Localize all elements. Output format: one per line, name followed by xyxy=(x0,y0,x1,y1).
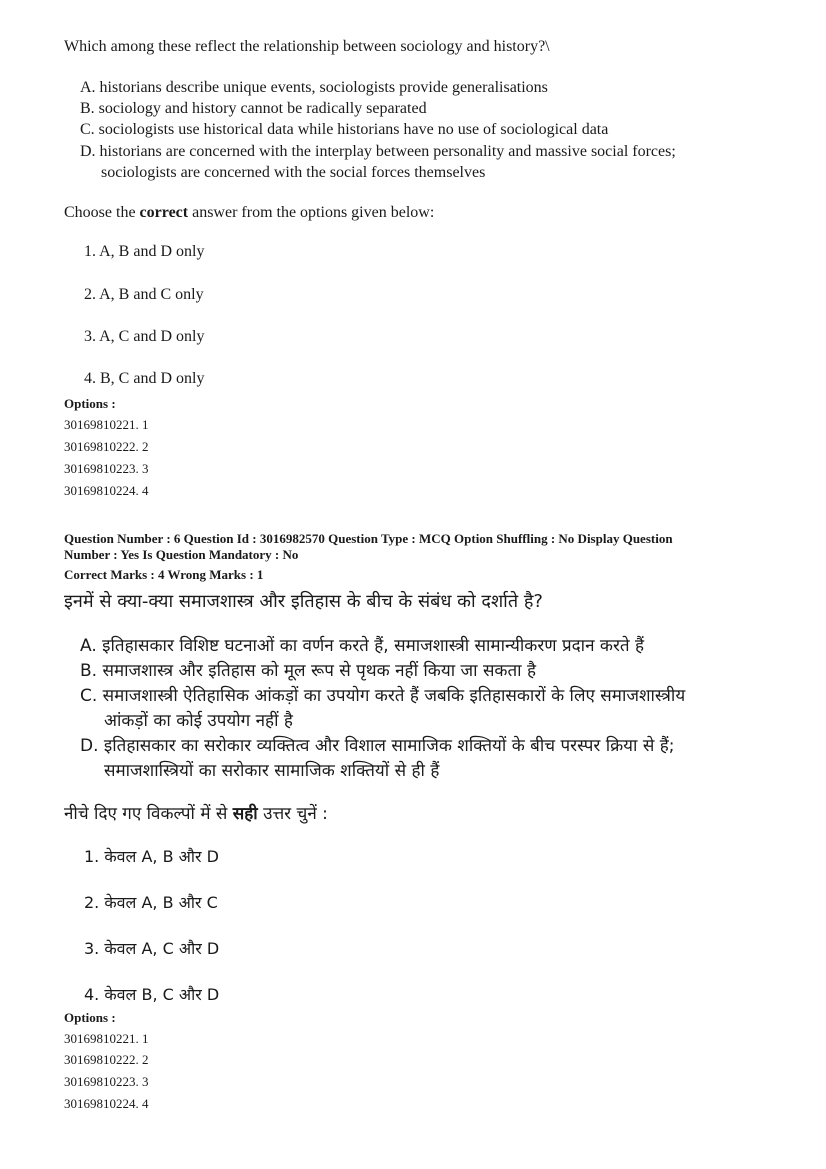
q6-statement-b: B. समाजशास्त्र और इतिहास को मूल रूप से पृथक नहीं किया जा सकता है xyxy=(80,661,537,681)
q5-instruction: Choose the correct answer from the options given below: xyxy=(64,204,435,221)
q6-option-id-4: 30169810224. 4 xyxy=(64,1096,149,1111)
q5-option-id-4: 30169810224. 4 xyxy=(64,483,149,498)
q5-choice-3: 3. A, C and D only xyxy=(84,328,205,345)
q5-statement-d-cont: sociologists are concerned with the social forces themselves xyxy=(101,164,486,181)
q6-options-label: Options : xyxy=(64,1010,116,1025)
q5-choice-2: 2. A, B and C only xyxy=(84,286,204,303)
q5-option-id-3: 30169810223. 3 xyxy=(64,461,149,476)
q6-choice-3: 3. केवल A, C और D xyxy=(84,939,220,958)
q5-statement-b: B. sociology and history cannot be radically separated xyxy=(80,100,427,117)
q5-statement-c: C. sociologists use historical data while historians have no use of sociological data xyxy=(80,121,609,138)
q6-meta-line2: Number : Yes Is Question Mandatory : No xyxy=(64,547,299,562)
q5-options-label: Options : xyxy=(64,396,116,411)
q6-statement-a: A. इतिहासकार विशिष्ट घटनाओं का वर्णन करते हैं, समाजशास्त्री सामान्यीकरण प्रदान करते हैं xyxy=(80,636,645,656)
q6-choice-4: 4. केवल B, C और D xyxy=(84,985,220,1004)
q6-option-id-3: 30169810223. 3 xyxy=(64,1074,149,1089)
q5-option-id-2: 30169810222. 2 xyxy=(64,439,149,454)
q6-instruction: नीचे दिए गए विकल्पों में से सही उत्तर चुनें : xyxy=(64,804,328,824)
q6-option-id-1: 30169810221. 1 xyxy=(64,1031,149,1046)
q5-option-id-1: 30169810221. 1 xyxy=(64,417,149,432)
q5-choice-1: 1. A, B and D only xyxy=(84,243,205,260)
q6-option-id-2: 30169810222. 2 xyxy=(64,1052,149,1067)
q6-choice-1: 1. केवल A, B और D xyxy=(84,847,219,866)
q6-question: इनमें से क्या-क्या समाजशास्त्र और इतिहास के बीच के संबंध को दर्शाते है? xyxy=(64,591,543,612)
q6-statement-d-cont: समाजशास्त्रियों का सरोकार सामाजिक शक्तियों से ही हैं xyxy=(104,761,440,781)
q5-question: Which among these reflect the relationship between sociology and history?\ xyxy=(64,38,550,55)
q6-statement-d: D. इतिहासकार का सरोकार व्यक्तित्व और विशाल सामाजिक शक्तियों के बीच परस्पर क्रिया से हैं; xyxy=(80,736,675,756)
q5-statement-a: A. historians describe unique events, sociologists provide generalisations xyxy=(80,79,548,96)
q5-statement-d: D. historians are concerned with the interplay between personality and massive social forces; xyxy=(80,143,676,160)
q6-marks: Correct Marks : 4 Wrong Marks : 1 xyxy=(64,567,264,582)
q6-statement-c-cont: आंकड़ों का कोई उपयोग नहीं है xyxy=(104,711,293,731)
q5-choice-4: 4. B, C and D only xyxy=(84,370,205,387)
q6-meta-line1: Question Number : 6 Question Id : 3016982570 Question Type : MCQ Option Shuffling : No Display Question xyxy=(64,531,673,546)
q6-statement-c: C. समाजशास्त्री ऐतिहासिक आंकड़ों का उपयोग करते हैं जबकि इतिहासकारों के लिए समाजशास्त्रीय xyxy=(80,686,686,706)
q6-choice-2: 2. केवल A, B और C xyxy=(84,893,218,912)
